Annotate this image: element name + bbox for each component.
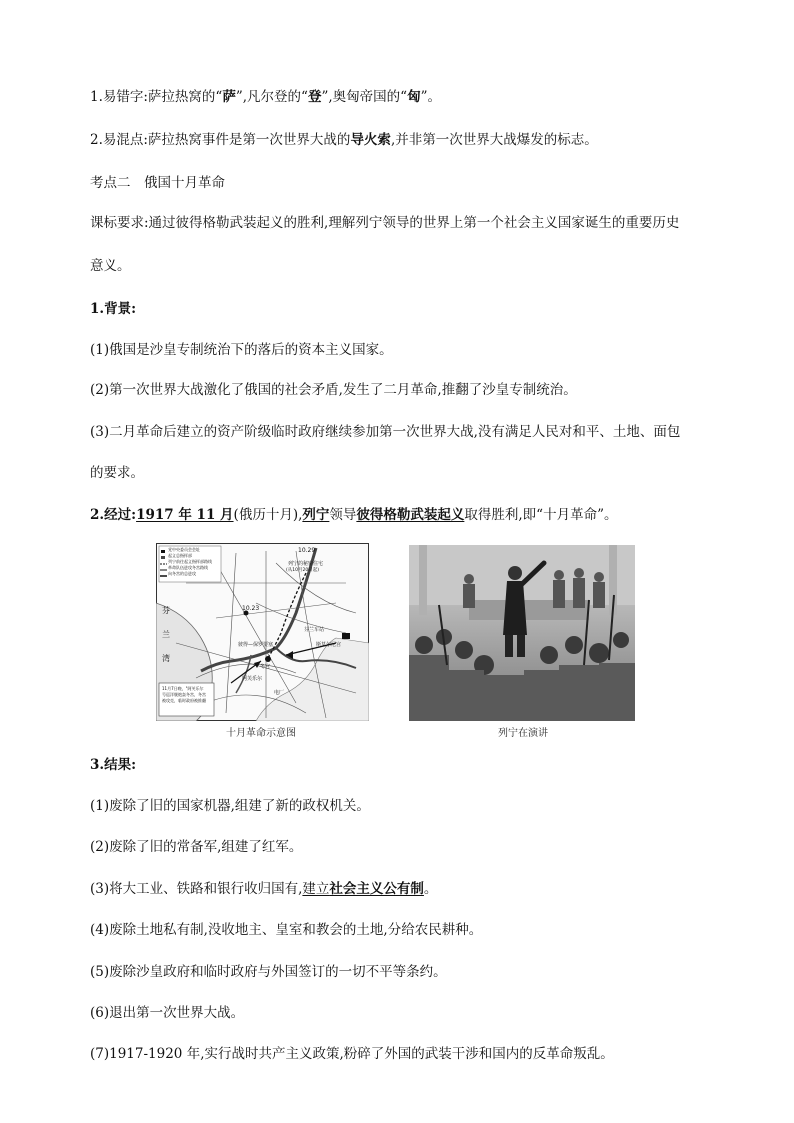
map-date-1: 10.29: [298, 547, 316, 554]
results-item-3-bold: 社会主义公有制: [329, 881, 424, 897]
process-verb: 领导: [329, 507, 357, 523]
results-item-6: (6)退出第一次世界大战。: [90, 1005, 245, 1021]
results-item-3-underline: 建立: [302, 881, 330, 897]
note-2-bold: 导火索: [350, 132, 391, 148]
note-1-text-4: ”。: [420, 89, 441, 105]
background-item-2: (2)第一次世界大战激化了俄国的社会矛盾,发生了二月革命,推翻了沙皇专制统治。: [90, 382, 577, 398]
map-finland-2: 兰: [162, 630, 170, 639]
lenin-speech-image: [409, 545, 635, 721]
legend-item: 党中央委员会会址: [168, 547, 200, 552]
note-1-char-2: 登: [307, 89, 322, 105]
process-end: 取得胜利,即“十月革命”。: [464, 507, 618, 523]
results-item-2: (2)废除了旧的常备军,组建了红军。: [90, 839, 303, 855]
requirement-line-2: 意义。: [90, 258, 131, 274]
map-note-line: 号巡洋舰炮轰冬宫，冬宫: [162, 692, 206, 697]
note-1: [90, 88, 441, 106]
results-item-5: (5)废除沙皇政府和临时政府与外国签订的一切不平等条约。: [90, 964, 447, 980]
map-note-line: 11月7日晚，"阿芙乐尔: [162, 686, 204, 691]
map-date-2: 10.23: [242, 605, 260, 612]
results-item-4: (4)废除土地私有制,没收地主、皇室和教会的土地,分给农民耕种。: [90, 922, 483, 938]
map-legend: [168, 547, 212, 577]
october-revolution-map: [156, 543, 369, 721]
note-2-end: ,并非第一次世界大战爆发的标志。: [390, 132, 598, 148]
map-finland-3: 湾: [162, 654, 170, 663]
note-2: [90, 131, 598, 149]
background-item-3: (3)二月革命后建立的资产阶级临时政府继续参加第一次世界大战,没有满足人民对和平、土地、面包: [90, 424, 681, 440]
requirement-line-1: 课标要求:通过彼得格勒武装起义的胜利,理解列宁领导的世界上第一个社会主义国家诞生的重要历史: [90, 215, 680, 231]
photo-caption: 列宁在演讲: [498, 728, 548, 739]
legend-item: 起义总指挥部: [168, 553, 192, 558]
map-peter-paul: 彼得—保罗要塞: [238, 642, 274, 648]
map-plant: 电厂: [274, 690, 285, 696]
note-1-char-1: 萨: [222, 89, 236, 105]
process-heading: 2.经过:: [90, 507, 137, 523]
note-1-text-2: ”,凡尔登的“: [235, 89, 308, 105]
map-smolny: 斯莫尔尼宫: [316, 642, 342, 648]
lenin-speech-photo: [409, 545, 635, 721]
map-palace: 冬宫: [260, 664, 271, 670]
background-item-4: 的要求。: [90, 465, 144, 481]
results-item-3-end: 。: [423, 881, 438, 897]
note-1-text: 1.易错字:萨拉热窝的“: [90, 89, 223, 105]
results-item-3-text: (3)将大工业、铁路和银行收归国有,: [90, 881, 303, 897]
map-lenin-date: (从10月20日起): [286, 568, 319, 573]
map-lenin-house: 列宁的秘密住宅: [288, 561, 324, 567]
process-leader: 列宁: [302, 507, 330, 523]
legend-item: 革命队伍进攻冬宫路线: [168, 565, 208, 570]
background-heading: 1.背景:: [90, 301, 137, 317]
results-item-7: (7)1917-1920 年,实行战时共产主义政策,粉碎了外国的武装干涉和国内的反革命叛乱。: [90, 1046, 614, 1062]
results-item-3: [90, 880, 437, 898]
note-2-text: 2.易混点:萨拉热窝事件是第一次世界大战的: [90, 132, 351, 148]
process-event: 彼得格勒武装起义: [356, 507, 465, 523]
map-finland-1: 芬: [162, 606, 170, 615]
map-caption: 十月革命示意图: [226, 728, 296, 739]
legend-item: 向冬宫的总进攻: [168, 571, 196, 576]
map-station: 芬兰车站: [304, 627, 325, 633]
legend-item: 列宁前往起义指挥部路线: [168, 559, 212, 564]
note-1-char-3: 匈: [407, 89, 421, 105]
process-date: 1917 年 11 月: [136, 507, 234, 523]
map-note-line: 被攻克，临时政府被推翻: [162, 698, 206, 703]
background-item-1: (1)俄国是沙皇专制统治下的落后的资本主义国家。: [90, 342, 393, 358]
process-paren: (俄历十月),: [233, 507, 303, 523]
map-note: [162, 686, 206, 704]
process-line: [90, 506, 617, 524]
results-item-1: (1)废除了旧的国家机器,组建了新的政权机关。: [90, 798, 370, 814]
note-1-text-3: ”,奥匈帝国的“: [321, 89, 408, 105]
map-aurora: 阿芙乐尔: [242, 676, 263, 682]
results-heading: 3.结果:: [90, 757, 137, 773]
section-title: 考点二 俄国十月革命: [90, 175, 225, 191]
